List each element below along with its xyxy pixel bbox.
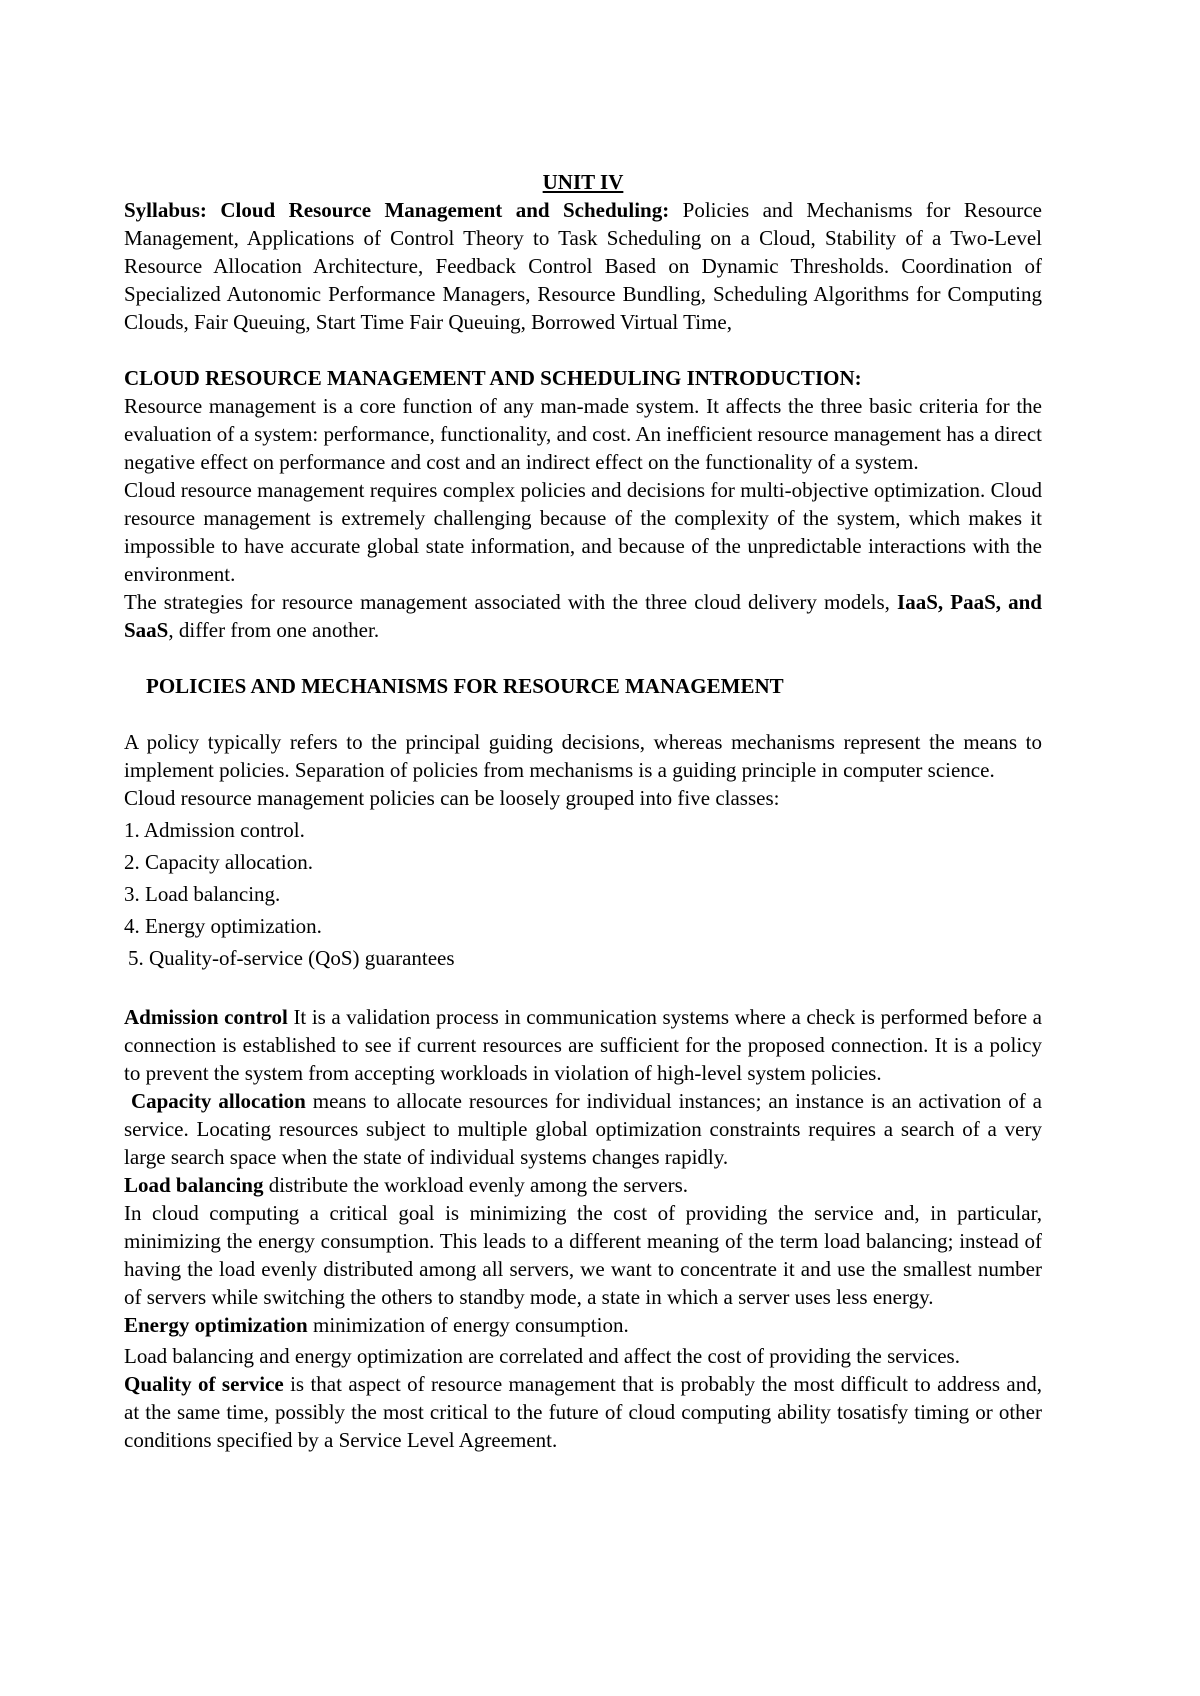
document-page <box>124 168 1042 1454</box>
policies-heading: POLICIES AND MECHANISMS FOR RESOURCE MANAGEMENT <box>146 674 784 698</box>
load-balancing-text: distribute the workload evenly among the servers. <box>263 1173 689 1197</box>
policy-list-item: 4. Energy optimization. <box>124 914 322 938</box>
intro-p3-start: The strategies for resource management associated with the three cloud delivery models, <box>124 590 898 614</box>
energy-optimization-paragraph <box>124 1311 1042 1339</box>
policy-list-item: 2. Capacity allocation. <box>124 850 313 874</box>
syllabus-label: Syllabus: <box>124 198 207 222</box>
syllabus-text: Policies and Mechanisms for Resource Management, Applications of Control Theory to Task Scheduling on a Cloud, Stability of a Two-Level Resource Allocation Architecture, Feedback Control Based on Dynamic Thresholds. Coordination of Specialized Autonomic Performance Managers, Resource Bundling, Scheduling Algorithms for Computing Clouds, Fair Queuing, Start Time Fair Queuing, Borrowed Virtual Time, <box>124 198 1042 334</box>
spacer <box>124 972 1042 1000</box>
capacity-allocation-paragraph <box>124 1087 1042 1171</box>
policy-list-item: 1. Admission control. <box>124 818 305 842</box>
quality-of-service-paragraph <box>124 1370 1042 1454</box>
admission-control-paragraph <box>124 1003 1042 1087</box>
policies-paragraph-1: A policy typically refers to the principal guiding decisions, whereas mechanisms represent the means to implement policies. Separation of policies from mechanisms is a guiding principle in computer science. <box>124 730 1042 782</box>
load-balancing-term: Load balancing <box>124 1173 264 1197</box>
intro-heading: CLOUD RESOURCE MANAGEMENT AND SCHEDULING INTRODUCTION: <box>124 366 862 390</box>
admission-control-term: Admission control <box>124 1005 288 1029</box>
intro-paragraph-3 <box>124 588 1042 644</box>
energy-optimization-paragraph-2: Load balancing and energy optimization are correlated and affect the cost of providing the services. <box>124 1344 960 1368</box>
policy-list-item: 3. Load balancing. <box>124 882 281 906</box>
load-balancing-paragraph-2: In cloud computing a critical goal is minimizing the cost of providing the service and, in particular, minimizing the energy consumption. This leads to a different meaning of the term load balancing; instead of having the load evenly distributed among all servers, we want to concentrate it and use the smallest number of servers while switching the others to standby mode, a state in which a server uses less energy. <box>124 1201 1042 1309</box>
syllabus-topic: Cloud Resource Management and Scheduling: <box>220 198 670 222</box>
energy-optimization-text: minimization of energy consumption. <box>307 1313 629 1337</box>
delivery-models: IaaS, PaaS, and SaaS <box>124 590 1042 642</box>
intro-paragraph-2: Cloud resource management requires complex policies and decisions for multi-objective optimization. Cloud resource management is extremely challenging because of the complexity of the system, which makes it impossible to have accurate global state information, and because of the unpredictable interactions with the environment. <box>124 478 1042 586</box>
energy-optimization-term: Energy optimization <box>124 1313 308 1337</box>
admission-control-text: It is a validation process in communication systems where a check is performed before a connection is established to see if current resources are sufficient for the proposed connection. It is a policy to prevent the system from accepting workloads in violation of high-level system policies. <box>124 1005 1042 1085</box>
quality-of-service-text: is that aspect of resource management that is probably the most difficult to address and, at the same time, possibly the most critical to the future of cloud computing ability tosatisfy timing or other conditions specified by a Service Level Agreement. <box>124 1372 1042 1452</box>
load-balancing-paragraph <box>124 1171 1042 1199</box>
capacity-allocation-text: means to allocate resources for individual instances; an instance is an activation of a service. Locating resources subject to multiple global optimization constraints requires a search of a very large search space when the state of individual systems changes rapidly. <box>124 1089 1042 1169</box>
quality-of-service-term: Quality of service <box>124 1372 284 1396</box>
unit-title: UNIT IV <box>542 170 624 194</box>
intro-p3-end: , differ from one another. <box>168 618 380 642</box>
policies-paragraph-2: Cloud resource management policies can be loosely grouped into five classes: <box>124 786 780 810</box>
capacity-allocation-term: Capacity allocation <box>130 1089 306 1113</box>
syllabus-paragraph <box>124 196 1042 336</box>
policy-list-item: 5. Quality-of-service (QoS) guarantees <box>128 946 455 970</box>
spacer <box>124 700 1042 728</box>
intro-paragraph-1: Resource management is a core function of any man-made system. It affects the three basic criteria for the evaluation of a system: performance, functionality, and cost. An inefficient resource management has a direct negative effect on performance and cost and an indirect effect on the functionality of a system. <box>124 394 1042 474</box>
